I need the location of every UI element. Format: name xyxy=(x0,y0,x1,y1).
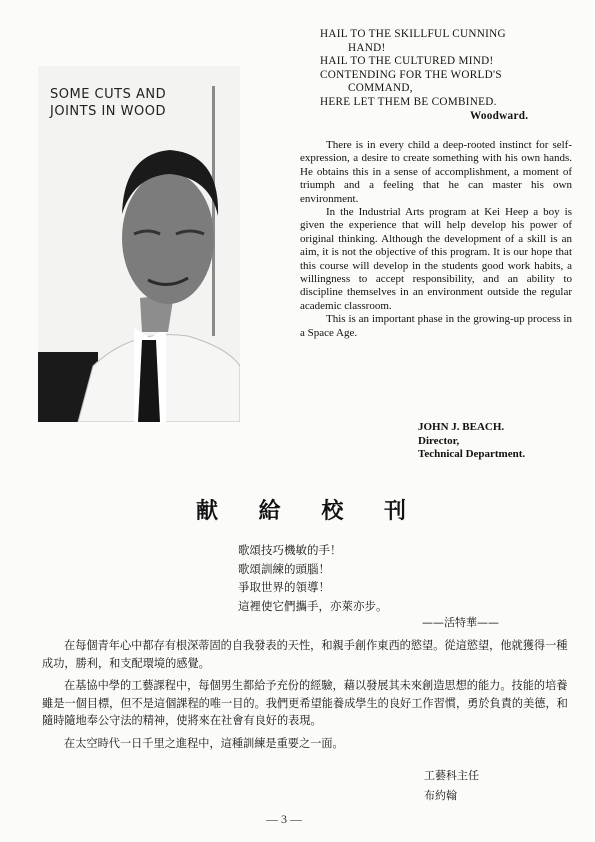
poem-line: 歌頌訓練的頭腦！ xyxy=(238,561,330,576)
portrait-photo xyxy=(38,66,240,422)
poem-line: HERE LET THEM BE COMBINED. xyxy=(320,95,497,108)
signature-title: 工藝科主任 xyxy=(424,769,479,782)
paragraph: In the Industrial Arts program at Kei Heep a boy is given the experience that will help develop his power of original thinking. Although the development of a skill is an aim, it is not the objective of this program. It is our hope that this course will develop in the students good work habits, a willingness to accept responsibility, and an ability to discipline themselves in an environment outside the regular academic classroom. xyxy=(300,206,572,312)
signature-title: Director, xyxy=(418,434,460,447)
chinese-poem-author: ——活特華—— xyxy=(422,616,499,629)
paragraph: 在每個青年心中都存有根深蒂固的自我發表的天性，和親手創作東西的慾望。從這慾望，他就獲得一種成功，勝利，和支配環境的感覺。 xyxy=(42,639,568,670)
poem-line: HAIL TO THE CULTURED MIND! xyxy=(320,55,494,68)
poem-line: 這裡使它們攜手，亦萊亦步。 xyxy=(238,598,388,613)
poem-line: 爭取世界的領導！ xyxy=(238,580,330,594)
paragraph: 在基協中學的工藝課程中，每個男生都給予充份的經驗，藉以發展其未來創造思想的能力。技能的培養雖是一個目標，但不是這個課程的唯一目的。我們更希望能養成學生的良好工作習慣，勇於負責的美德，和隨時隨地奉公守法的精神，使將來在社會有良好的表現。 xyxy=(42,679,568,728)
poem-line: HAIL TO THE SKILLFUL CUNNING xyxy=(320,28,506,40)
title-char: 刊 xyxy=(383,499,406,524)
title-char: 給 xyxy=(258,499,281,524)
chinese-signature xyxy=(424,766,479,806)
chinese-title xyxy=(196,494,406,525)
signature-name: JOHN J. BEACH. xyxy=(418,421,505,433)
photo-caption: SOME CUTS AND JOINTS IN WOOD xyxy=(50,87,167,119)
paragraph: This is an important phase in the growing-up process in a Space Age. xyxy=(300,313,572,339)
paragraph: There is in every child a deep-rooted instinct for self-expression, a desire to create something with his own hands. He obtains this in a sense of accomplishment, a moment of triumph and a feeling that he can master his own environment. xyxy=(300,139,572,205)
poem-line: 歌頌技巧機敏的手！ xyxy=(238,543,342,557)
poem-attribution: Woodward. xyxy=(470,109,529,122)
signature-department: Technical Department. xyxy=(418,448,526,461)
title-char: 校 xyxy=(321,499,344,524)
signature-name: 布約翰 xyxy=(424,789,457,802)
english-poem xyxy=(320,28,570,123)
title-char: 献 xyxy=(196,499,219,524)
english-body xyxy=(300,139,572,340)
poem-line: COMMAND, xyxy=(348,82,413,95)
page-number: — 3 — xyxy=(266,812,302,826)
paragraph: 在太空時代一日千里之進程中，這種訓練是重要之一面。 xyxy=(64,736,344,750)
poem-line: CONTENDING FOR THE WORLD'S xyxy=(320,68,502,81)
chinese-body xyxy=(42,637,572,758)
chinese-poem xyxy=(238,541,388,615)
english-signature xyxy=(418,421,525,462)
poem-line: HAND! xyxy=(348,41,386,54)
